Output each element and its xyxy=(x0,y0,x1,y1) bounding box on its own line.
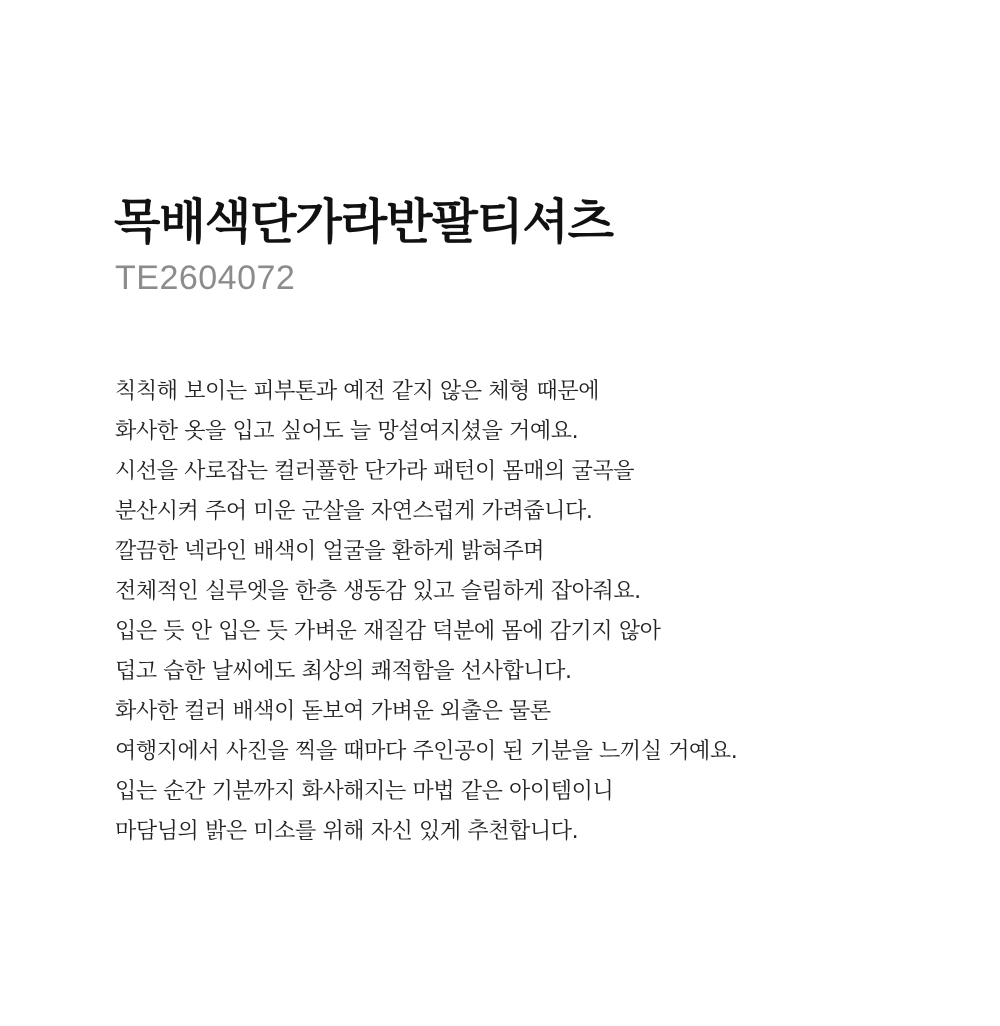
description-line: 전체적인 실루엣을 한층 생동감 있고 슬림하게 잡아줘요. xyxy=(115,579,641,604)
description-line: 입은 듯 안 입은 듯 가벼운 재질감 덕분에 몸에 감기지 않아 xyxy=(115,619,661,644)
description-line: 칙칙해 보이는 피부톤과 예전 같지 않은 체형 때문에 xyxy=(115,379,600,404)
description-line: 마담님의 밝은 미소를 위해 자신 있게 추천합니다. xyxy=(115,819,579,844)
description-line: 입는 순간 기분까지 화사해지는 마법 같은 아이템이니 xyxy=(115,779,614,804)
product-title: 목배색단가라반팔티셔츠 xyxy=(114,194,614,250)
description-line: 화사한 옷을 입고 싶어도 늘 망설여지셨을 거예요. xyxy=(115,419,579,444)
description-line: 덥고 습한 날씨에도 최상의 쾌적함을 선사합니다. xyxy=(115,659,572,684)
description-line: 여행지에서 사진을 찍을 때마다 주인공이 된 기분을 느끼실 거예요. xyxy=(115,739,738,764)
description-line: 깔끔한 넥라인 배색이 얼굴을 환하게 밝혀주며 xyxy=(115,539,545,564)
description-line: 화사한 컬러 배색이 돋보여 가벼운 외출은 물론 xyxy=(115,699,551,724)
description-line: 시선을 사로잡는 컬러풀한 단가라 패턴이 몸매의 굴곡을 xyxy=(115,459,635,484)
description-line: 분산시켜 주어 미운 군살을 자연스럽게 가려줍니다. xyxy=(115,499,593,524)
product-description xyxy=(115,374,975,854)
product-code: TE2604072 xyxy=(115,259,296,297)
